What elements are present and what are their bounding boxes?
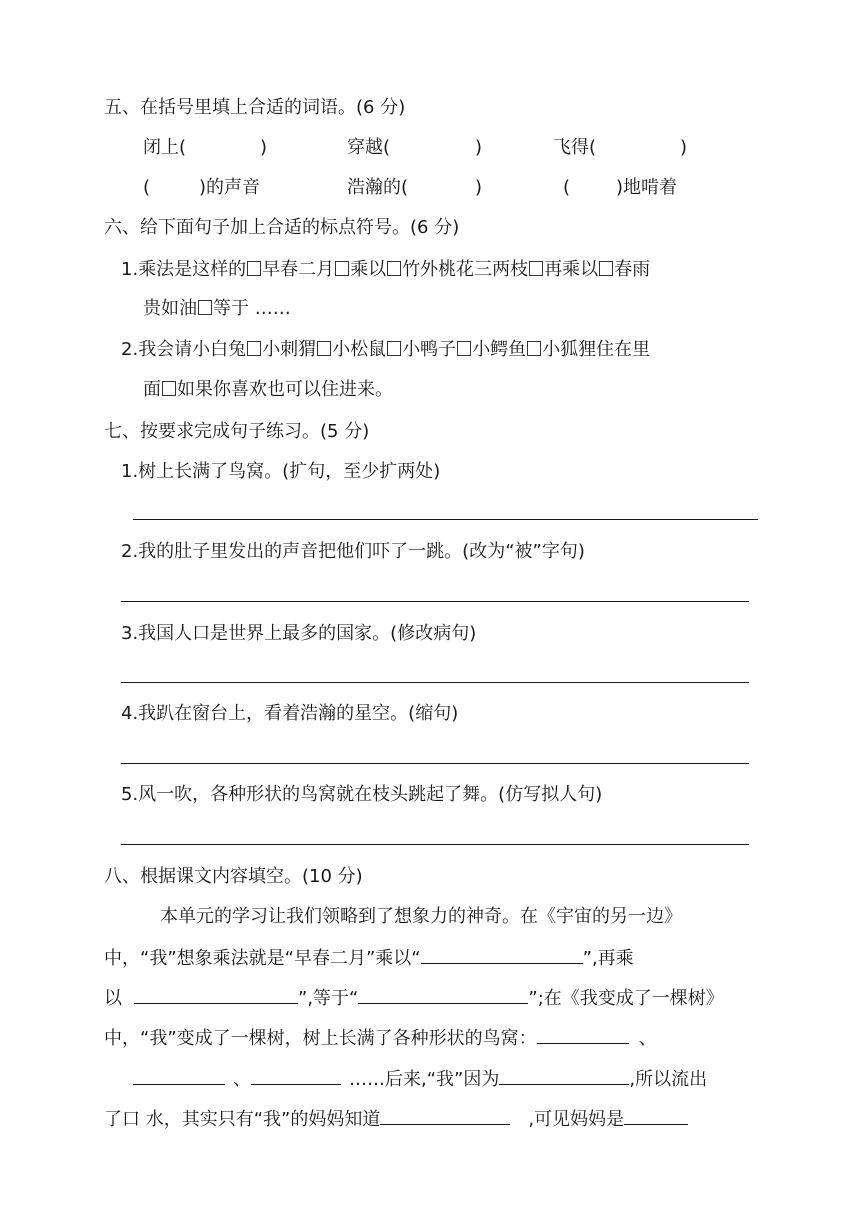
section-7-heading: 七、按要求完成句子练习。(5 分) <box>104 421 370 442</box>
punctuation-box[interactable] <box>387 261 401 276</box>
punctuation-q2-line2: 面 如果你喜欢也可以住进来。 <box>143 379 393 400</box>
sentence-question-4: 4.我趴在窗台上，看着浩瀚的星空。(缩句) <box>121 703 459 724</box>
answer-line[interactable] <box>121 763 749 764</box>
answer-line[interactable] <box>121 844 749 845</box>
punctuation-q1-line2: 贵如油 等于 …… <box>143 298 291 319</box>
blank-item-haohan-de: 浩瀚的( <box>347 177 409 198</box>
blank-item-feide: 飞得( <box>553 137 597 158</box>
answer-line[interactable] <box>121 682 749 683</box>
blank-item-de-shengyin: )的声音 <box>199 177 261 198</box>
section-6-heading: 六、给下面句子加上合适的标点符号。(6 分) <box>104 217 460 238</box>
blank-item-chuanyue: 穿越( <box>347 137 391 158</box>
fill-blank[interactable] <box>380 1106 510 1125</box>
fill-paragraph-line2: 中，“我”想象乘法就是“早春二月”乘以“ ”,再乘 <box>104 945 634 971</box>
answer-line[interactable] <box>121 601 749 602</box>
punctuation-box[interactable] <box>198 300 212 315</box>
punctuation-box[interactable] <box>317 341 331 356</box>
fill-blank[interactable] <box>537 1025 629 1044</box>
punctuation-box[interactable] <box>335 261 349 276</box>
bracket-open: ( <box>143 177 151 198</box>
punctuation-q1-line1: 1.乘法是这样的 早春二月 乘以 竹外桃花三两枝 再乘以 春雨 <box>121 259 651 280</box>
punctuation-box[interactable] <box>387 341 401 356</box>
punctuation-box[interactable] <box>247 341 261 356</box>
bracket-close: ) <box>475 177 483 198</box>
sentence-question-2: 2.我的肚子里发出的声音把他们吓了一跳。(改为“被”字句) <box>121 541 585 562</box>
punctuation-box[interactable] <box>162 381 176 396</box>
punctuation-box[interactable] <box>529 261 543 276</box>
punctuation-q2-line1: 2.我会请小白兔 小刺猬 小松鼠 小鸭子 小鳄鱼 小狐狸住在里 <box>121 339 651 360</box>
punctuation-box[interactable] <box>599 261 613 276</box>
blank-item-di-kenzhe: )地啃着 <box>616 177 678 198</box>
fill-blank[interactable] <box>421 945 583 964</box>
answer-line[interactable] <box>133 519 758 520</box>
fill-blank[interactable] <box>133 1066 225 1085</box>
fill-paragraph-line1: 本单元的学习让我们领略到了想象力的神奇。在《宇宙的另一边》 <box>160 906 682 927</box>
fill-blank[interactable] <box>134 985 298 1004</box>
sentence-question-5: 5.风一吹，各种形状的鸟窝就在枝头跳起了舞。(仿写拟人句) <box>121 784 603 805</box>
sentence-question-1: 1.树上长满了鸟窝。(扩句，至少扩两处) <box>121 461 441 482</box>
bracket-close: ) <box>260 137 268 158</box>
bracket-close: ) <box>475 137 483 158</box>
bracket-close: ) <box>680 137 688 158</box>
fill-paragraph-line3: 以 ”,等于“ ”;在《我变成了一棵树》 <box>104 985 724 1011</box>
section-8-heading: 八、根据课文内容填空。(10 分) <box>104 866 363 887</box>
sentence-question-3: 3.我国人口是世界上最多的国家。(修改病句) <box>121 623 477 644</box>
blank-item-bishang: 闭上( <box>143 137 187 158</box>
section-5-heading: 五、在括号里填上合适的词语。(6 分) <box>104 97 406 118</box>
fill-paragraph-line4: 中，“我”变成了一棵树，树上长满了各种形状的鸟窝： 、 <box>104 1025 657 1051</box>
fill-paragraph-line6: 了口 水，其实只有“我”的妈妈知道 ,可见妈妈是 <box>104 1106 688 1132</box>
fill-blank[interactable] <box>251 1066 341 1085</box>
fill-blank[interactable] <box>358 985 528 1004</box>
punctuation-box[interactable] <box>457 341 471 356</box>
fill-paragraph-line5: 、 ……后来,“我”因为 ,所以流出 <box>133 1066 707 1092</box>
fill-blank[interactable] <box>624 1106 688 1125</box>
punctuation-box[interactable] <box>527 341 541 356</box>
fill-blank[interactable] <box>499 1066 629 1085</box>
bracket-open: ( <box>563 177 571 198</box>
punctuation-box[interactable] <box>247 261 261 276</box>
